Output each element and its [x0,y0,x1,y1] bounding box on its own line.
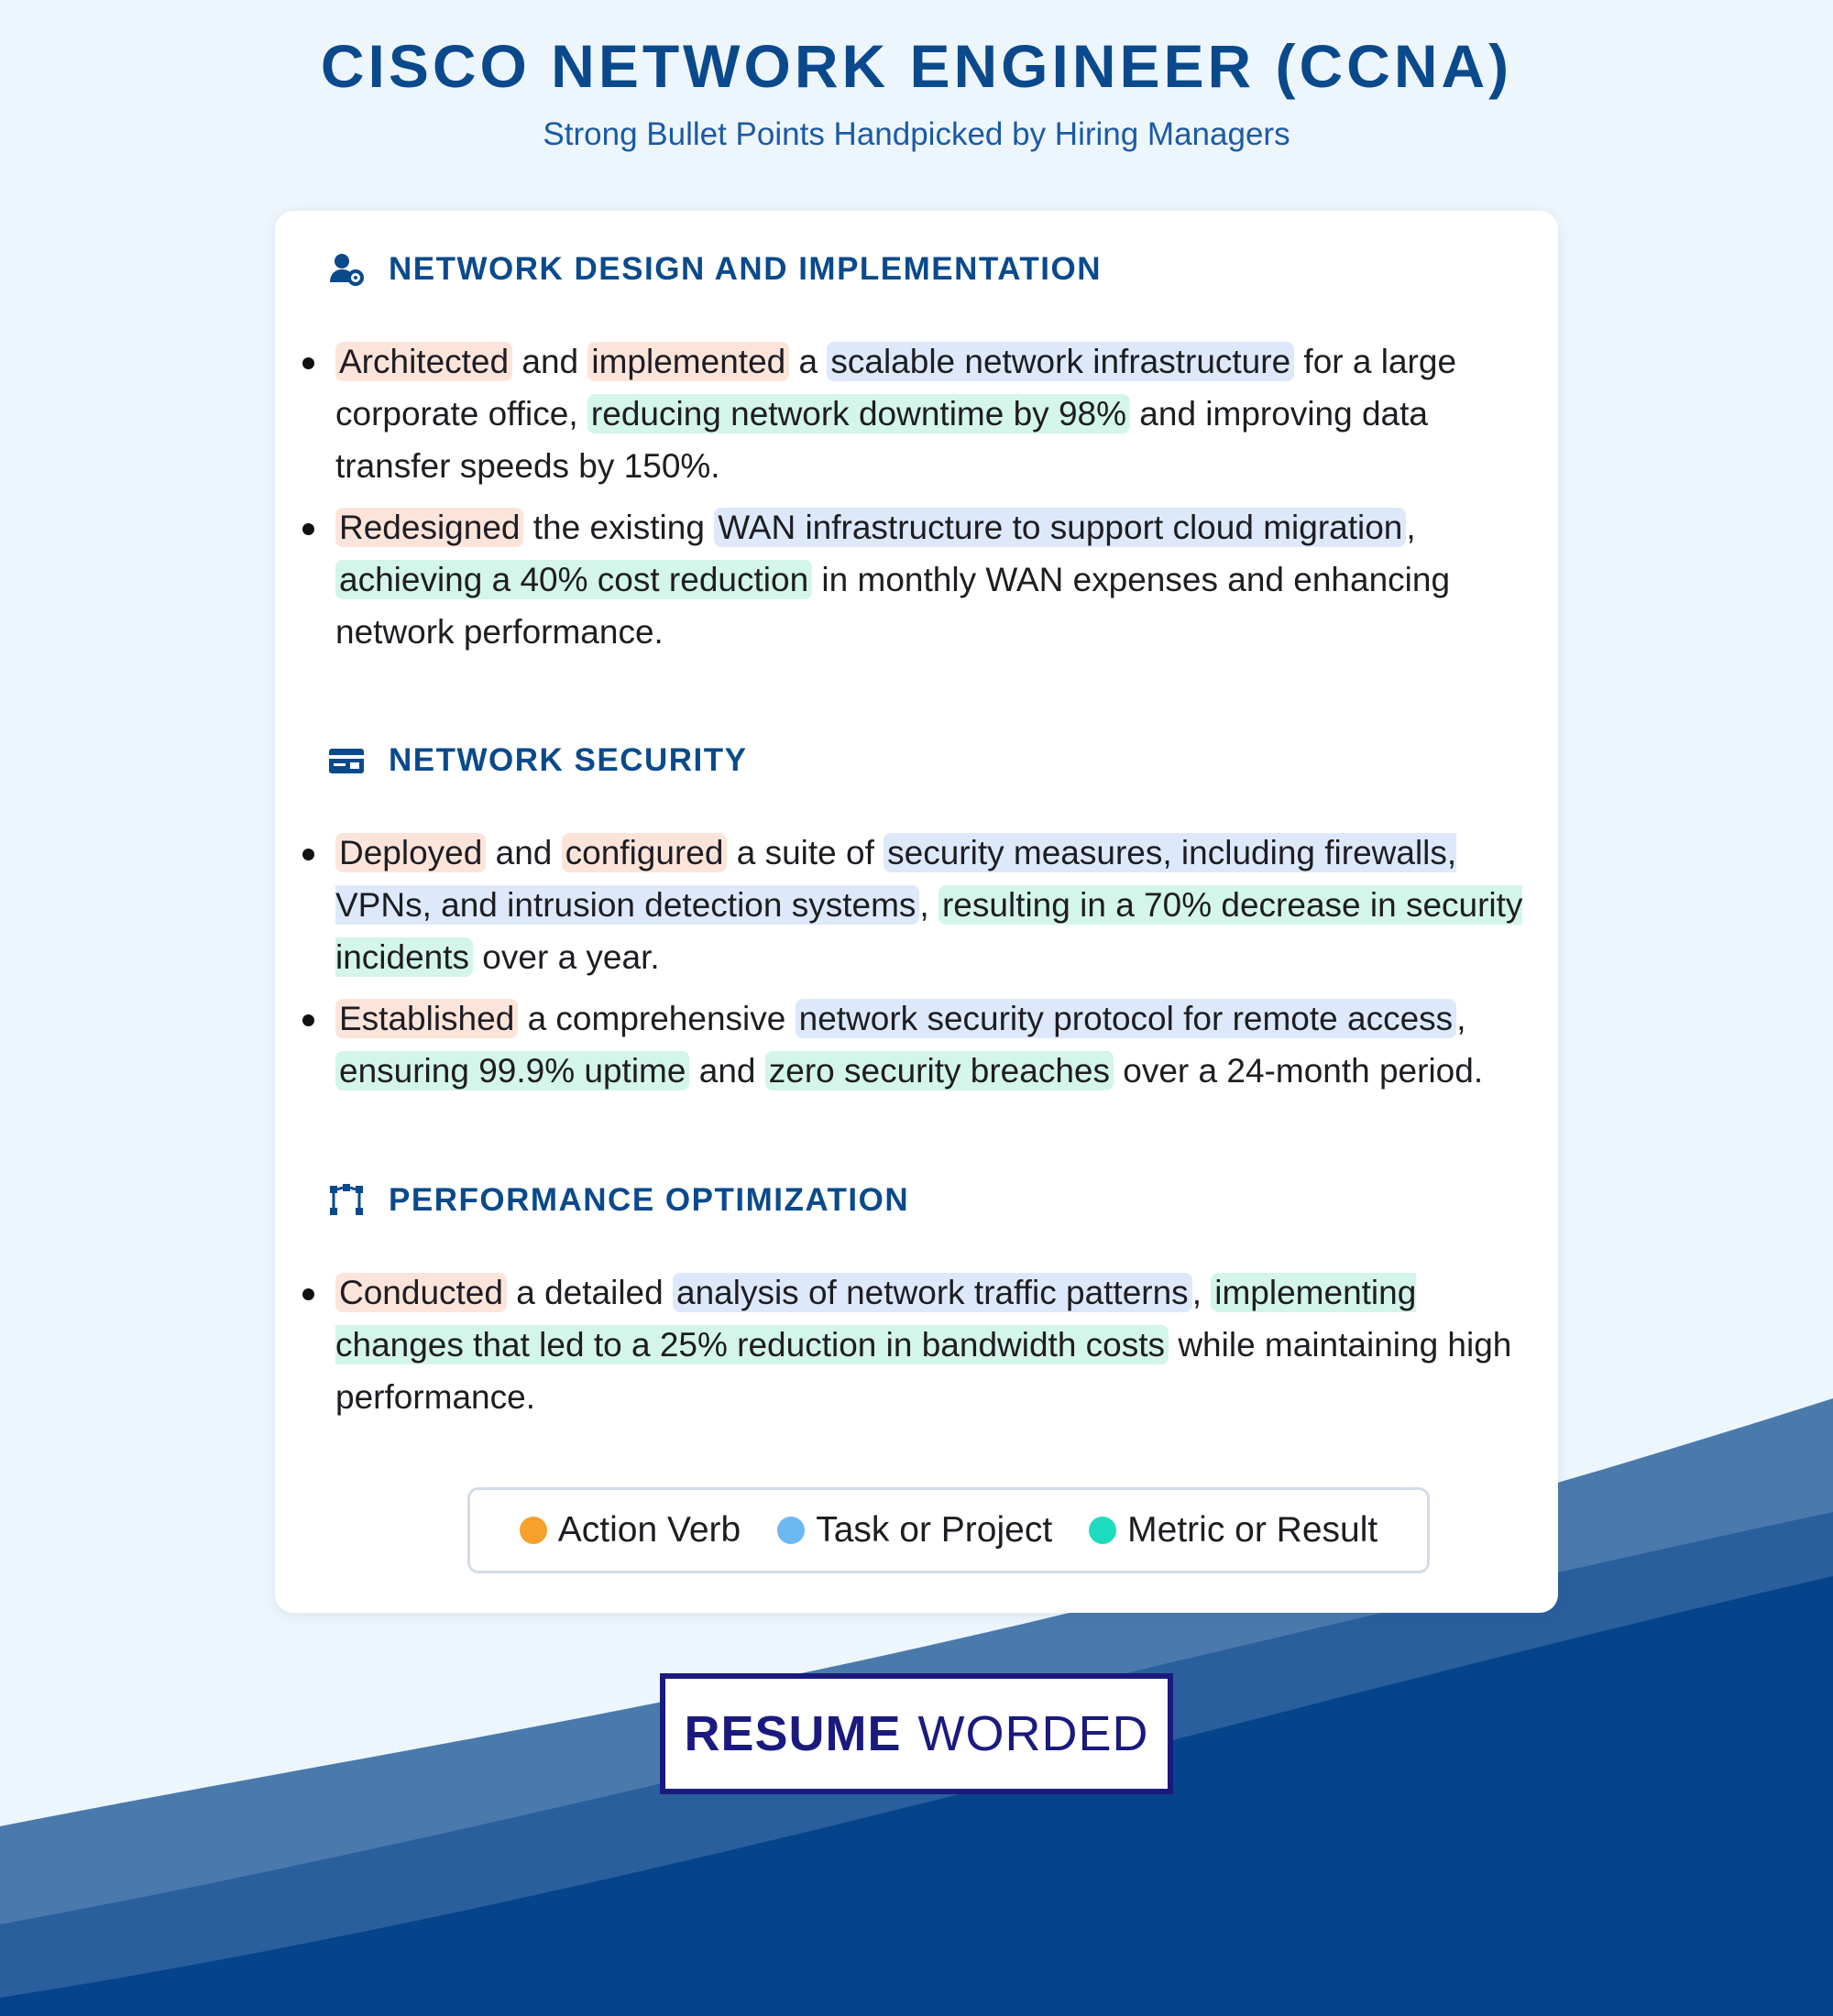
highlight-task: scalable network infrastructure [827,342,1294,381]
bullet-text: , [1191,1274,1212,1311]
bullet-text: a [789,343,828,380]
highlight-action: Architected [335,342,512,381]
section-title: NETWORK SECURITY [389,742,748,778]
bullet-text: , [1406,509,1416,546]
section-header [328,737,748,784]
bullet-text: and improving data transfer speeds by 150%. [335,395,1428,485]
bullet-list [297,335,1525,667]
user-settings-icon [328,251,365,288]
highlight-action: configured [562,833,728,872]
highlight-task: analysis of network traffic patterns [673,1273,1192,1312]
bullet-text: , [919,886,938,924]
bullet-dot [302,357,314,369]
legend-item-action-verb [520,1510,741,1550]
bullet-text: and [486,834,562,871]
bullet-text: over a 24-month period. [1114,1052,1484,1090]
legend-label: Metric or Result [1127,1510,1378,1550]
bullet-dot [302,849,314,860]
bullet-dot [302,1014,314,1026]
bullet-point [297,992,1525,1097]
bullet-point [297,501,1525,658]
bullet-point [297,335,1525,492]
network-nodes-icon [328,1182,365,1219]
legend-label: Task or Project [816,1510,1053,1550]
legend-dot-blue [777,1517,805,1544]
highlight-action: Conducted [335,1273,507,1312]
legend-label: Action Verb [557,1510,741,1550]
section-header [328,246,1102,293]
bullet-text: , [1456,1000,1466,1037]
highlight-metric: achieving a 40% cost reduction [335,560,812,599]
bullet-text: over a year. [473,938,660,976]
bullet-text: while maintaining high performance. [335,1326,1512,1416]
bullet-point [297,827,1525,983]
bullet-text: the existing [523,509,715,546]
bullet-text: and [512,343,588,380]
bullet-text: a comprehensive [518,1000,796,1037]
bullet-text: in monthly WAN expenses and enhancing network performance. [335,561,1451,651]
highlight-metric: reducing network downtime by 98% [587,394,1130,433]
legend-item-task-or-project [777,1510,1052,1550]
bullet-text: for a large corporate office, [335,343,1457,433]
highlight-metric: implementing changes that led to a 25% reduction in bandwidth costs [335,1274,1417,1364]
highlight-legend [467,1487,1430,1573]
legend-item-metric-or-result [1089,1510,1377,1550]
section-title: PERFORMANCE OPTIMIZATION [389,1182,910,1218]
legend-dot-teal [1089,1517,1116,1544]
bullet-points-card [275,211,1558,1613]
highlight-task: network security protocol for remote access [796,999,1457,1038]
id-card-icon [328,742,365,779]
bullet-dot [302,1288,314,1300]
page-subtitle: Strong Bullet Points Handpicked by Hiring Managers [543,116,1290,152]
resume-worded-logo [660,1673,1173,1794]
highlight-action: Deployed [335,833,486,872]
highlight-task: security measures, including firewalls, VPNs, and intrusion detection systems [335,834,1457,924]
highlight-action: Redesigned [335,508,523,547]
page-title: CISCO NETWORK ENGINEER (CCNA) [320,32,1513,100]
bullet-point [297,1266,1525,1423]
bullet-text: and [689,1052,765,1090]
bullet-text: a suite of [727,834,884,871]
section-header [328,1177,909,1224]
section-title: NETWORK DESIGN AND IMPLEMENTATION [389,251,1102,287]
highlight-metric: zero security breaches [765,1051,1114,1090]
bullet-dot [302,523,314,535]
legend-dot-orange [520,1517,547,1544]
highlight-task: WAN infrastructure to support cloud migration [714,508,1406,547]
logo-text-strong: RESUME [684,1706,902,1761]
logo-text-light: WORDED [917,1706,1149,1761]
highlight-metric: resulting in a 70% decrease in security incidents [335,886,1523,976]
bullet-text: a detailed [506,1274,673,1311]
highlight-action: Established [335,999,518,1038]
highlight-action: implemented [587,342,789,381]
bullet-list [297,1266,1525,1432]
bullet-list [297,827,1525,1106]
highlight-metric: ensuring 99.9% uptime [335,1051,689,1090]
